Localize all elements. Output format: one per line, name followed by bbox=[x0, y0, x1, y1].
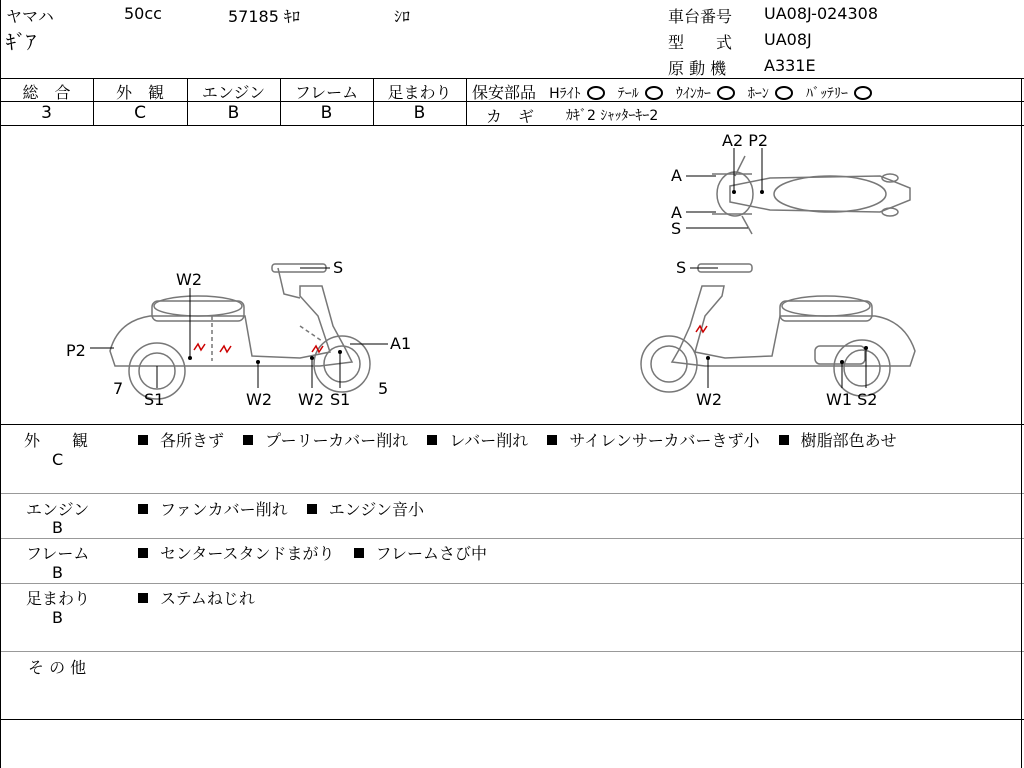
remark-items-frame bbox=[138, 541, 501, 564]
scooter-damage-diagram bbox=[0, 126, 1024, 424]
remark-category-other: そ の 他 bbox=[28, 658, 87, 677]
remarks-divider bbox=[0, 583, 1024, 584]
remark-item: センタースタンドまがり bbox=[160, 544, 335, 563]
remark-items-engine bbox=[138, 497, 438, 520]
remark-category-frame: フレーム bbox=[26, 544, 90, 563]
diagram-label: P2 bbox=[66, 341, 86, 360]
diagram-label: A bbox=[671, 166, 682, 185]
remark-grade-engine: B bbox=[52, 518, 63, 537]
remark-category-engine: エンジン bbox=[26, 500, 90, 519]
remark-item: レバー削れ bbox=[449, 431, 529, 450]
model-name: ｷﾞｱ bbox=[6, 30, 36, 54]
grade-label-frame: フレーム bbox=[294, 83, 359, 102]
key-value: ｶｷﾞ2 ｼｬｯﾀｰｷｰ2 bbox=[566, 108, 659, 124]
grade-label-overall: 総 合 bbox=[22, 83, 71, 102]
safety-item-tail: ﾃｰﾙ bbox=[617, 86, 639, 102]
remark-grade-exterior: C bbox=[52, 450, 64, 469]
remark-items-suspension bbox=[138, 586, 269, 609]
remark-item: エンジン音小 bbox=[328, 500, 424, 519]
diagram-label: S bbox=[676, 258, 687, 277]
bullet-icon bbox=[427, 435, 437, 445]
frame-number-value: UA08J-024308 bbox=[764, 4, 879, 23]
engine-model-label: 原 動 機 bbox=[668, 59, 727, 78]
engine-model-value: A331E bbox=[764, 56, 816, 75]
diagram-label: W2 bbox=[696, 390, 722, 409]
bullet-icon bbox=[138, 548, 148, 558]
diagram-label: W1 S2 bbox=[826, 390, 878, 409]
diagram-label: S bbox=[333, 258, 344, 277]
diagram-label: A1 bbox=[390, 334, 412, 353]
safety-item-battery: ﾊﾞｯﾃﾘｰ bbox=[806, 86, 849, 102]
ok-circle-icon bbox=[717, 86, 735, 100]
ok-circle-icon bbox=[645, 86, 663, 100]
safety-label: 保安部品 bbox=[472, 83, 537, 102]
diagram-label: 7 bbox=[113, 379, 124, 398]
bullet-icon bbox=[779, 435, 789, 445]
color: ｼﾛ bbox=[394, 7, 411, 26]
remarks-divider bbox=[0, 538, 1024, 539]
grade-value-overall: 3 bbox=[41, 103, 52, 123]
safety-item-horn: ﾎｰﾝ bbox=[747, 86, 769, 102]
bullet-icon bbox=[138, 435, 148, 445]
grade-value-exterior: C bbox=[134, 103, 146, 123]
remark-item: ステムねじれ bbox=[160, 589, 255, 608]
mileage: 57185 ｷﾛ bbox=[228, 7, 300, 26]
grade-col-divider bbox=[466, 78, 467, 126]
diagram-label: A2 P2 bbox=[722, 131, 769, 150]
remarks-divider bbox=[0, 493, 1024, 494]
damage-marks bbox=[194, 326, 707, 352]
grade-value-suspension: B bbox=[413, 103, 426, 123]
grade-label-exterior: 外 観 bbox=[115, 83, 164, 102]
remark-item: 各所きず bbox=[160, 431, 225, 450]
diagram-label: W2 bbox=[298, 390, 324, 409]
scooter-top-view bbox=[712, 156, 910, 234]
bullet-icon bbox=[243, 435, 253, 445]
safety-item-winker: ｳｲﾝｶｰ bbox=[675, 86, 711, 102]
ok-circle-icon bbox=[775, 86, 793, 100]
grade-label-suspension: 足まわり bbox=[387, 83, 452, 102]
bullet-icon bbox=[307, 504, 317, 514]
model-type-value: UA08J bbox=[764, 30, 812, 49]
page-left-border bbox=[0, 0, 1, 768]
grade-table-top-border bbox=[0, 78, 1024, 79]
scooter-left-view bbox=[110, 264, 370, 399]
remark-grade-frame: B bbox=[52, 563, 63, 582]
remark-category-suspension: 足まわり bbox=[26, 589, 91, 608]
page-right-border bbox=[1021, 78, 1022, 768]
remarks-top-border bbox=[0, 424, 1024, 425]
remark-item: ファンカバー削れ bbox=[160, 500, 288, 519]
diagram-label: S1 bbox=[144, 390, 165, 409]
remarks-bottom-border bbox=[0, 719, 1024, 720]
grade-label-engine: エンジン bbox=[201, 83, 266, 102]
diagram-label: W2 bbox=[176, 270, 202, 289]
maker: ヤマハ bbox=[6, 7, 54, 26]
remark-item: プーリーカバー削れ bbox=[265, 431, 409, 450]
bullet-icon bbox=[354, 548, 364, 558]
ok-circle-icon bbox=[587, 86, 605, 100]
diagram-label: S bbox=[671, 219, 682, 238]
displacement: 50cc bbox=[124, 4, 162, 23]
diagram-label: 5 bbox=[378, 379, 389, 398]
remark-items-exterior bbox=[138, 428, 911, 451]
remark-item: 樹脂部色あせ bbox=[800, 431, 897, 450]
diagram-label: S1 bbox=[330, 390, 351, 409]
bullet-icon bbox=[138, 593, 148, 603]
safety-row bbox=[472, 80, 880, 103]
diagram-label: A bbox=[671, 203, 682, 222]
ok-circle-icon bbox=[854, 86, 872, 100]
bullet-icon bbox=[547, 435, 557, 445]
scooter-right-view bbox=[641, 264, 915, 396]
grade-value-engine: B bbox=[227, 103, 240, 123]
remark-grade-suspension: B bbox=[52, 608, 63, 627]
safety-item-headlight: Hﾗｲﾄ bbox=[549, 86, 581, 102]
remark-item: サイレンサーカバーきず小 bbox=[569, 431, 760, 450]
frame-number-label: 車台番号 bbox=[668, 7, 733, 26]
remark-category-exterior: 外 観 bbox=[24, 431, 89, 450]
model-type-label: 型 式 bbox=[668, 33, 733, 52]
remarks-divider bbox=[0, 651, 1024, 652]
grade-value-frame: B bbox=[320, 103, 333, 123]
bullet-icon bbox=[138, 504, 148, 514]
key-label: カ ギ bbox=[486, 107, 535, 126]
remark-item: フレームさび中 bbox=[375, 544, 488, 563]
diagram-label: W2 bbox=[246, 390, 272, 409]
